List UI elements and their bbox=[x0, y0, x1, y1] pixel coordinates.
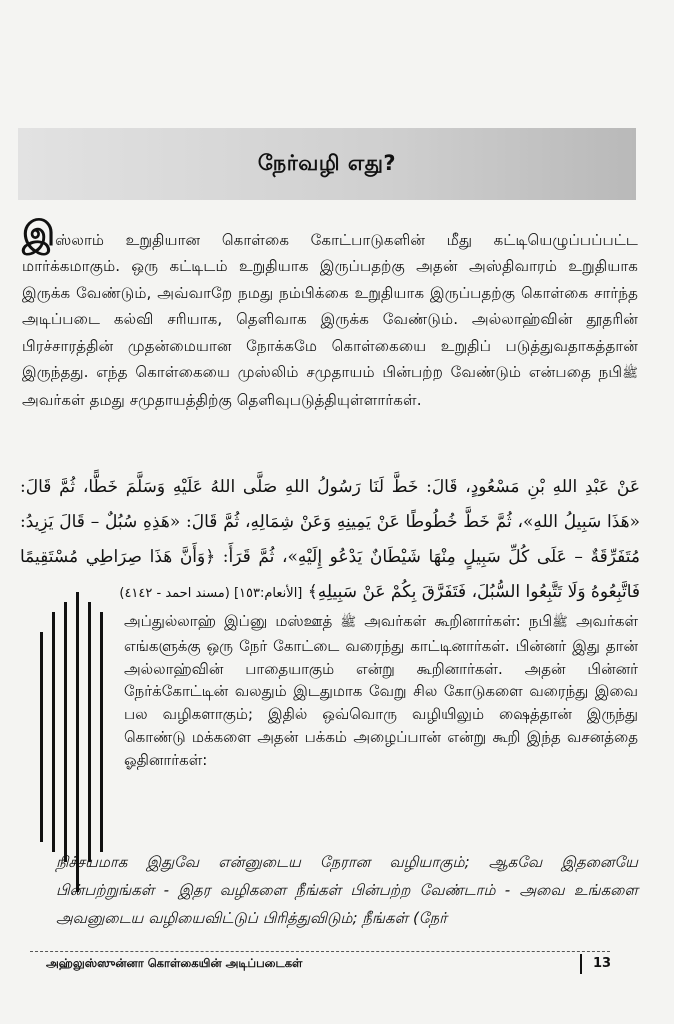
intro-paragraph bbox=[22, 214, 638, 414]
side-line bbox=[40, 632, 43, 842]
footer-divider bbox=[30, 951, 610, 953]
pbuh-symbol: ﷺ bbox=[622, 366, 638, 382]
intro-text-end: அவர்கள் தமது சமுதாயத்திற்கு தெளிவுபடுத்தியுள்ளார்கள். bbox=[22, 391, 422, 410]
drop-cap: இ bbox=[22, 214, 56, 254]
page-number: 13 bbox=[593, 956, 612, 971]
side-line bbox=[88, 602, 91, 862]
verse-translation bbox=[56, 848, 638, 932]
narration-paragraph bbox=[124, 610, 638, 772]
side-line bbox=[64, 602, 67, 862]
hadith-arabic bbox=[20, 470, 640, 611]
side-line bbox=[100, 612, 103, 852]
narration-text: அவர்கள் கூறினார்கள்: நபி bbox=[356, 612, 553, 630]
footer-book-title: அஹ்லுஸ்ஸுன்னா கொள்கையின் அடிப்படைகள் bbox=[46, 956, 303, 970]
hadith-reference: [الأنعام:١٥٣] (مسند احمد - ٤١٤٢) bbox=[119, 586, 303, 601]
footer-separator bbox=[580, 954, 582, 974]
narration-text: அப்துல்லாஹ் இப்னு மஸ்ஊத் bbox=[124, 612, 341, 630]
pbuh-symbol: ﷺ bbox=[552, 615, 568, 630]
narration-text: அவர்கள் எங்களுக்கு ஒரு நேர் கோட்டை வரைந்து காட்டினார்கள். பின்னர் இது தான் அல்லாஹ்வின் பாதையாகும் என்று கூறினார்கள். அதன் பின்னர் நேர்க்கோட்டின் வலதும் இடதுமாக வேறு சில கோடுகளை வரைந்து இவை பல வழிகளாகும்; இதில் ஒவ்வொரு வழியிலும் ஷைத்தான் இருந்து கொண்டு மக்களை அதன் பக்கம் அழைப்பான் என்று கூறி இந்த வசனத்தை ஓதினார்கள்: bbox=[124, 612, 638, 769]
intro-text: ஸ்லாம் உறுதியான கொள்கை கோட்பாடுகளின் மீது கட்டியெழுப்பப்பட்ட மார்க்கமாகும். ஒரு கட்டிடம் உறுதியாக இருப்பதற்கு அதன் அஸ்திவாரம் உறுதியாக இருக்க வேண்டும், அவ்வாறே நமது நம்பிக்கை உறுதியாக இருப்பதற்கு கொள்கை சார்ந்த அடிப்படை கல்வி சரியாக, தெளிவாக இருக்க வேண்டும். அல்லாஹ்வின் தூதரின் பிரச்சாரத்தின் முதன்மையான நோக்கமே கொள்கையை உறுதிப் படுத்துவதாகத்தான் இருந்தது. எந்த கொள்கையை முஸ்லிம் சமுதாயம் பின்பற்ற வேண்டும் என்பதை நபி bbox=[22, 231, 638, 382]
title-banner bbox=[18, 128, 636, 200]
side-line bbox=[52, 612, 55, 852]
line-diagram bbox=[40, 592, 110, 892]
hadith-text: عَنْ عَبْدِ اللهِ بْنِ مَسْعُودٍ، قَالَ: خَطَّ لَنَا رَسُولُ اللهِ صَلَّى اللهُ عَلَيْهِ وَسَلَّمَ خَطًّا، ثُمَّ قَالَ: «هَذَا سَبِيلُ اللهِ»، ثُمَّ خَطَّ خُطُوطًا عَنْ يَمِينِهِ وَعَنْ شِمَالِهِ، ثُمَّ قَالَ: «هَذِهِ سُبُلٌ – قَالَ يَزِيدُ: مُتَفَرِّقَةٌ – عَلَى كُلِّ سَبِيلٍ مِنْهَا شَيْطَانٌ يَدْعُو إِلَيْهِ»، ثُمَّ قَرَأَ: ﴿وَأَنَّ هَذَا صِرَاطِي مُسْتَقِيمًا فَاتَّبِعُوهُ وَلَا تَتَّبِعُوا السُّبُلَ، فَتَفَرَّقَ بِكُمْ عَنْ سَبِيلِهِ﴾ bbox=[20, 477, 640, 602]
page-title: நேர்வழி எது? bbox=[257, 150, 397, 175]
straight-path-line bbox=[76, 592, 79, 892]
pbuh-symbol: ﷺ bbox=[340, 615, 357, 630]
verse-text: நிச்சயமாக இதுவே என்னுடைய நேரான வழியாகும்; ஆகவே இதனையே பின்பற்றுங்கள் - இதர வழிகளை நீங்கள் பின்பற்ற வேண்டாம் - அவை உங்களை அவனுடைய வழியைவிட்டுப் பிரித்துவிடும்; நீங்கள் (நேர் bbox=[56, 853, 638, 927]
